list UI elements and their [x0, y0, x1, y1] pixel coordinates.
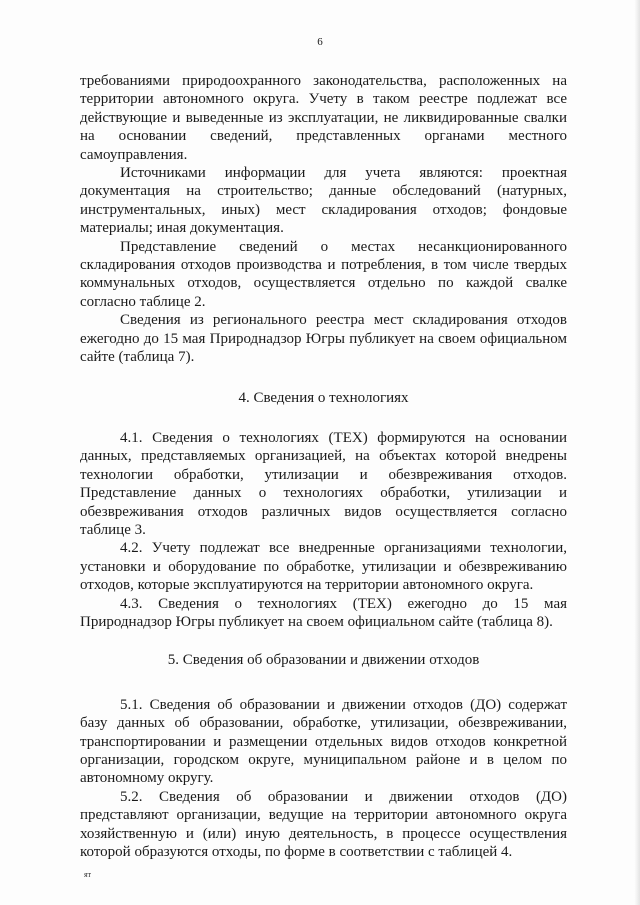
paragraph-sources: Источниками информации для учета являются: проектная документация на строительство; данные обследований (натурных, инструментальных, иных) мест складирования отходов; фондовые материалы; иная документация.	[80, 165, 567, 237]
page-number: 6	[317, 36, 323, 48]
paragraph-4-1: 4.1. Сведения о технологиях (ТЕХ) формируются на основании данных, представляемых организацией, на объектах которой внедрены технологии обработки, утилизации и обезвреживания отходов. Представление данных о технологиях обработки, утилизации и обезвреживания отходов различных видов осуществляется согласно таблице 3.	[80, 429, 567, 538]
paragraph-4-2: 4.2. Учету подлежат все внедренные организациями технологии, установки и оборудование по обработке, утилизации и обезвреживанию отходов, которые эксплуатируются на территории автономного округа.	[80, 540, 567, 594]
paragraph-4-3: 4.3. Сведения о технологиях (ТЕХ) ежегодно до 15 мая Природнадзор Югры публикует на своем официальном сайте (таблица 8).	[80, 595, 567, 630]
document-body	[80, 72, 567, 861]
paragraph-5-1: 5.1. Сведения об образовании и движении отходов (ДО) содержат базу данных об образовании, обработке, утилизации, обезвреживании, транспортировании и размещении отдельных видов отходов конкретной организации, городском округе, муниципальном районе и в целом по автономному округу.	[80, 696, 567, 787]
paragraph-5-2: 5.2. Сведения об образовании и движении отходов (ДО) представляют организации, ведущие на территории автономного округа хозяйственную и (или) иную деятельность, в процессе осуществления которой образуются отходы, по форме в соответствии с таблицей 4.	[80, 788, 567, 861]
section-heading-waste-movement: 5. Сведения об образовании и движении отходов	[167, 652, 480, 669]
footer-mark: ят	[84, 870, 92, 879]
paragraph-unauthorized-dumps: Представление сведений о местах несанкционированного складирования отходов производства и потребления, в том числе твердых коммунальных отходов, осуществляется отдельно по каждой свалке согласно таблице 2.	[80, 238, 567, 310]
page-edge	[634, 0, 640, 905]
section-heading-technologies: 4. Сведения о технологиях	[238, 389, 409, 406]
paragraph-registry-publication: Сведения из регионального реестра мест складирования отходов ежегодно до 15 мая Природнадзор Югры публикует на своем официальном сайте (таблица 7).	[80, 312, 567, 366]
paragraph-continuation: требованиями природоохранного законодательства, расположенных на территории автономного округа. Учету в таком реестре подлежат все действующие и выведенные из эксплуатации, не ликвидированные свалки на основании сведений, представленных органами местного самоуправления.	[80, 73, 567, 163]
